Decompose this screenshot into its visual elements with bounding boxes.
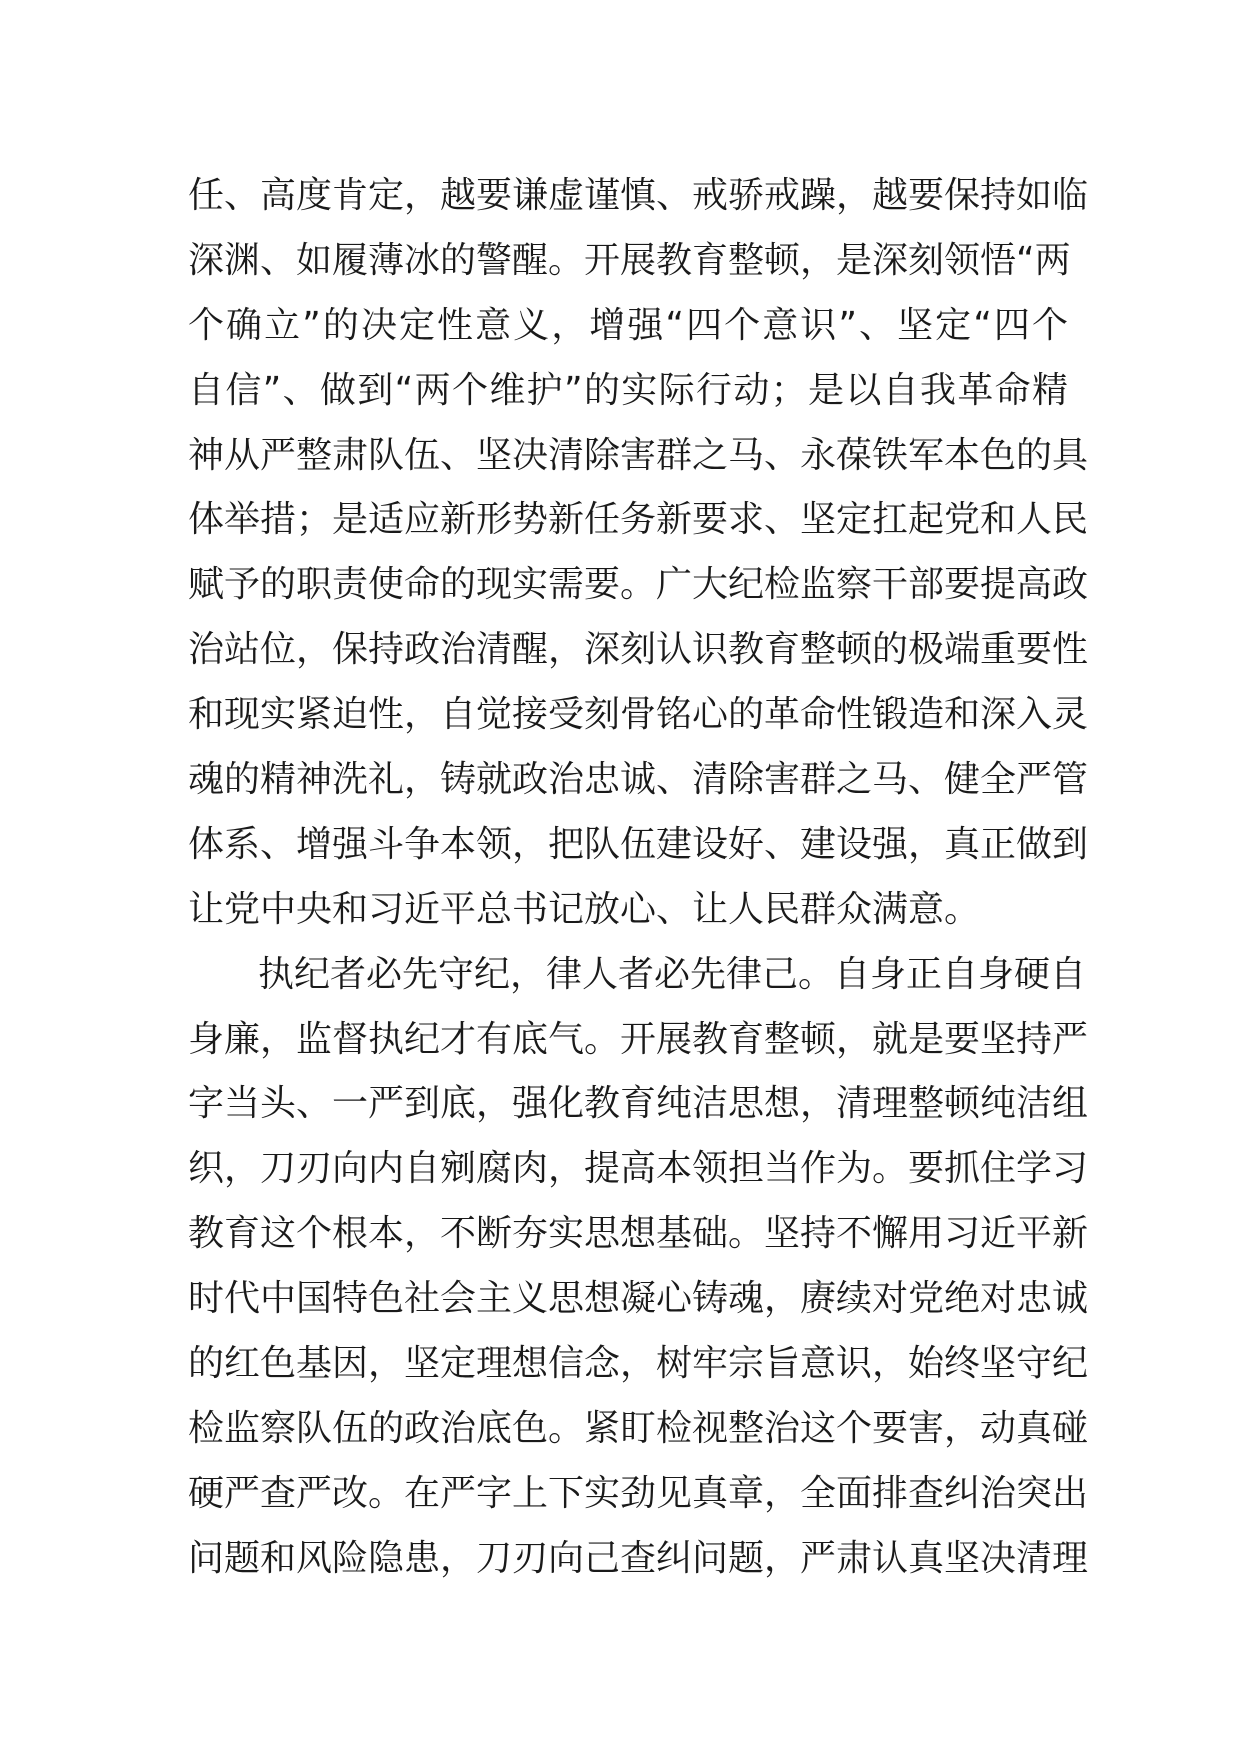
text-line: 体系、增强斗争本领，把队伍建设好、建设强，真正做到	[188, 823, 1089, 865]
text-line: 问题和风险隐患，刀刃向己查纠问题，严肃认真坚决清理	[188, 1537, 1089, 1579]
text-line: 魂的精神洗礼，铸就政治忠诚、清除害群之马、健全严管	[188, 759, 1089, 801]
text-line: 神从严整肃队伍、坚决清除害群之马、永葆铁军本色的具	[188, 434, 1089, 476]
text-line: 个确立”的决定性意义，增强“四个意识”、坚定“四个	[188, 304, 1068, 346]
text-line: 身廉，监督执纪才有底气。开展教育整顿，就是要坚持严	[188, 1018, 1089, 1060]
text-line: 织，刀刃向内自剜腐肉，提高本领担当作为。要抓住学习	[188, 1148, 1089, 1190]
text-line: 治站位，保持政治清醒，深刻认识教育整顿的极端重要性	[188, 629, 1089, 671]
text-line: 硬严查严改。在严字上下实劲见真章，全面排查纠治突出	[188, 1472, 1089, 1514]
text-line: 任、高度肯定，越要谦虚谨慎、戒骄戒躁，越要保持如临	[188, 175, 1089, 216]
text-line: 检监察队伍的政治底色。紧盯检视整治这个要害，动真碰	[188, 1407, 1089, 1449]
paragraph-end-line: 让党中央和习近平总书记放心、让人民群众满意。	[188, 888, 981, 930]
text-line: 和现实紧迫性，自觉接受刻骨铭心的革命性锻造和深入灵	[188, 694, 1089, 736]
text-line: 字当头、一严到底，强化教育纯洁思想，清理整顿纯洁组	[188, 1083, 1089, 1125]
text-line: 赋予的职责使命的现实需要。广大纪检监察干部要提高政	[188, 564, 1089, 606]
paragraph-start-line: 执纪者必先守纪，律人者必先律己。自身正自身硬自	[258, 953, 1087, 995]
text-line: 教育这个根本，不断夯实思想基础。坚持不懈用习近平新	[188, 1213, 1089, 1255]
text-line: 自信”、做到“两个维护”的实际行动；是以自我革命精	[188, 369, 1068, 411]
text-line: 的红色基因，坚定理想信念，树牢宗旨意识，始终坚守纪	[188, 1343, 1089, 1385]
body-text	[188, 164, 1089, 1592]
text-line: 深渊、如履薄冰的警醒。开展教育整顿，是深刻领悟“两	[188, 239, 1071, 281]
text-line: 体举措；是适应新形势新任务新要求、坚定扛起党和人民	[188, 499, 1089, 541]
text-line: 时代中国特色社会主义思想凝心铸魂，赓续对党绝对忠诚	[188, 1278, 1089, 1320]
